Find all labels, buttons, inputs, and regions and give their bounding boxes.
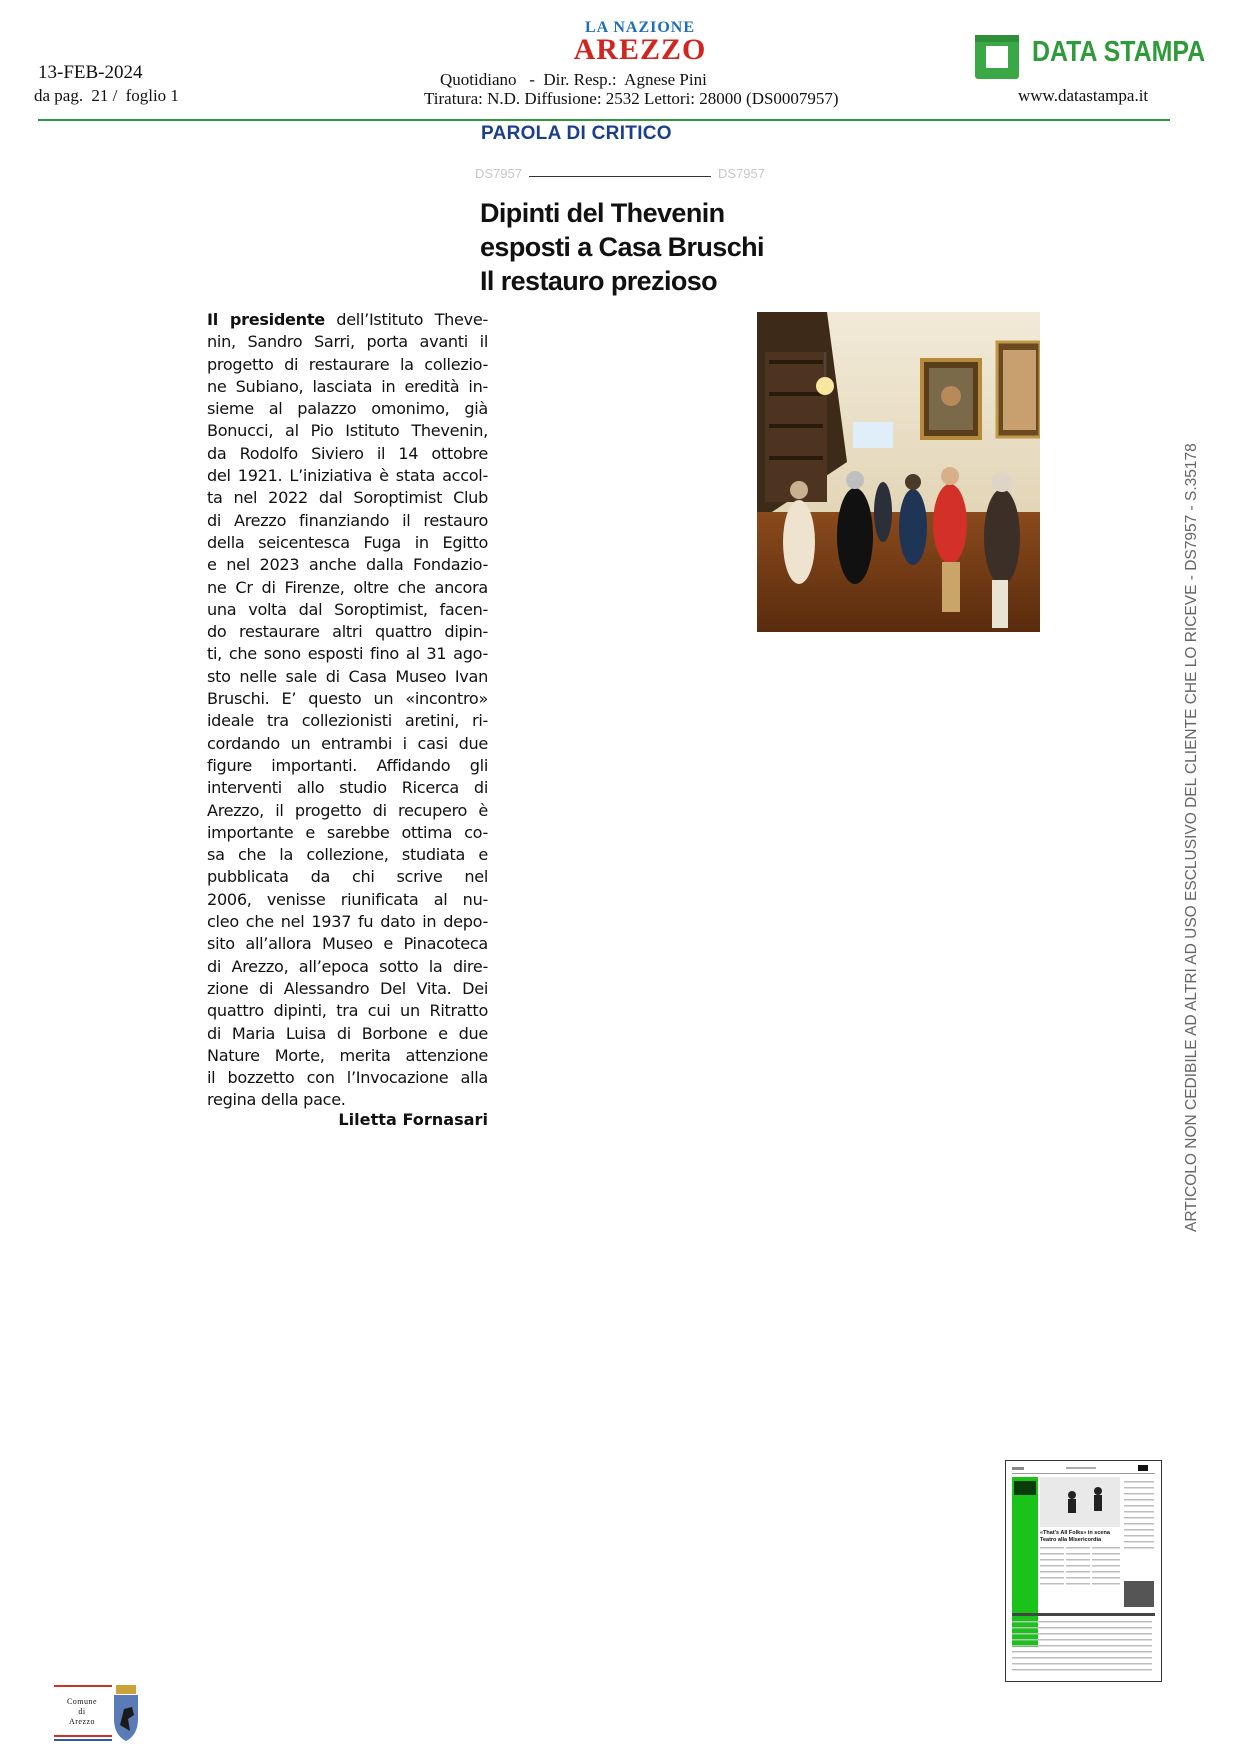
article-body-line: regina della pace. <box>207 1090 346 1110</box>
article-body-line: sieme al palazzo omonimo, già <box>207 399 488 419</box>
headline-line: Il restauro prezioso <box>480 266 718 296</box>
article-rubric: PAROLA DI CRITICO <box>481 123 672 144</box>
article-body-line: di Maria Luisa di Borbone e due <box>207 1023 488 1043</box>
comune-name-line: Arezzo <box>68 1717 96 1726</box>
thumbnail-headline <box>1040 1530 1120 1544</box>
article-body-line: di Arezzo, all’epoca sotto la dire- <box>207 956 488 976</box>
article-body-line: da Rodolfo Siviero il 14 ottobre <box>207 443 488 463</box>
article-body-line: Bruschi. E’ questo un «incontro» <box>207 689 488 709</box>
data-stampa-logo-icon <box>975 35 1019 79</box>
publication-logo <box>565 20 715 64</box>
article-body-line: nin, Sandro Sarri, porta avanti il <box>207 332 488 352</box>
watermark-row <box>475 166 765 182</box>
article-body-line: Nature Morte, merita attenzione <box>207 1045 488 1065</box>
article-body-line: sa che la collezione, studiata e <box>207 845 488 865</box>
publication-prefix: LA NAZIONE <box>584 19 696 36</box>
comune-name-line: Comune <box>66 1697 98 1706</box>
data-stampa-url[interactable]: www.datastampa.it <box>1018 86 1149 105</box>
publication-name: AREZZO <box>573 33 707 66</box>
article-body-line: ne Cr di Firenze, oltre che ancora <box>207 577 488 597</box>
article-body-line: il bozzetto con l’Invocazione alla <box>207 1068 488 1088</box>
thumbnail-headline-line: «That's All Folks» in scena <box>1040 1530 1110 1536</box>
article-body-line <box>207 309 488 331</box>
article-body-line: Bonucci, al Pio Istituto Thevenin, <box>207 421 488 441</box>
article-body-line: 2006, venisse riunificata al nu- <box>207 889 488 909</box>
article-body-line: cleo che nel 1937 fu dato in depo- <box>207 912 488 932</box>
article-body-line: ta nel 2022 dal Soroptimist Club <box>207 488 488 508</box>
thumbnail-headline-line: Teatro alla Misericordia <box>1040 1537 1102 1543</box>
article-body-line: ideale tra collezionisti aretini, ri- <box>207 711 488 731</box>
thumbnail-layout <box>1006 1461 1161 1681</box>
header-divider <box>38 119 1170 121</box>
article-body-line: sito all’allora Museo e Pinacoteca <box>207 934 488 954</box>
article-body-line: e nel 2023 anche dalla Fondazio- <box>207 555 488 575</box>
article-body-line: interventi allo studio Ricerca di <box>207 778 488 798</box>
article-body-line: una volta dal Soroptimist, facen- <box>207 599 488 619</box>
article-body-line: della seicentesca Fuga in Egitto <box>207 532 488 552</box>
headline-rule <box>529 176 711 177</box>
page-ref-from: da pag. <box>34 86 84 105</box>
page-thumbnail[interactable] <box>1005 1460 1162 1682</box>
article-photo <box>757 312 1040 632</box>
article-headline <box>480 196 780 298</box>
article-body-line: importante e sarebbe ottima co- <box>207 822 488 842</box>
article-body-line: ne Subiano, lasciata in eredità in- <box>207 376 488 396</box>
comune-name-line: di <box>78 1707 86 1716</box>
copyright-side-note: ARTICOLO NON CEDIBILE AD ALTRI AD USO ESCLUSIVO DEL CLIENTE CHE LO RICEVE - DS7957 - S.35178 <box>1183 443 1200 1232</box>
article-body-line: figure importanti. Affidando gli <box>207 755 488 775</box>
article-body-line: Arezzo, il progetto di recupero è <box>207 800 488 820</box>
article-byline: Liletta Fornasari <box>338 1110 488 1129</box>
data-stampa-name: DATA STAMPA <box>1032 36 1206 68</box>
article-body-line: quattro dipinti, tra cui un Ritratto <box>207 1001 488 1021</box>
article-lead-words: Il presidente <box>207 310 325 329</box>
comune-di-arezzo-name <box>56 1697 108 1727</box>
page-ref-number: 21 / <box>91 86 118 105</box>
article-body <box>207 309 488 1112</box>
headline-line: Dipinti del Thevenin <box>480 198 725 228</box>
article-body-line: del 1921. L’iniziativa è stata accol- <box>207 466 488 486</box>
page-ref-sheet: foglio 1 <box>125 86 179 105</box>
watermark-left: DS7957 <box>475 166 522 181</box>
article-body-line: cordando un entrambi i casi due <box>207 733 488 753</box>
watermark-right: DS7957 <box>718 166 765 181</box>
article-body-line: ti, che sono esposti fino al 31 ago- <box>207 644 488 664</box>
headline-line: esposti a Casa Bruschi <box>480 232 764 262</box>
article-body-line: progetto di restaurare la collezio- <box>207 354 488 374</box>
article-body-line: pubblicata da chi scrive nel <box>207 867 488 887</box>
article-body-line: do restaurare altri quattro dipin- <box>207 622 488 642</box>
article-body-text: dell’Istituto Theve- <box>324 310 488 329</box>
publication-meta-circulation: Tiratura: N.D. Diffusione: 2532 Lettori: 28000 (DS0007957) <box>424 89 839 108</box>
article-body-line: di Arezzo finanziando il restauro <box>207 510 488 530</box>
clipping-date: 13-FEB-2024 <box>38 62 143 83</box>
page-reference <box>34 86 183 106</box>
article-body-line: zione di Alessandro Del Vita. Dei <box>207 978 488 998</box>
article-body-line: sto nelle sale di Casa Museo Ivan <box>207 666 488 686</box>
publication-meta-director: Quotidiano - Dir. Resp.: Agnese Pini <box>440 70 707 89</box>
